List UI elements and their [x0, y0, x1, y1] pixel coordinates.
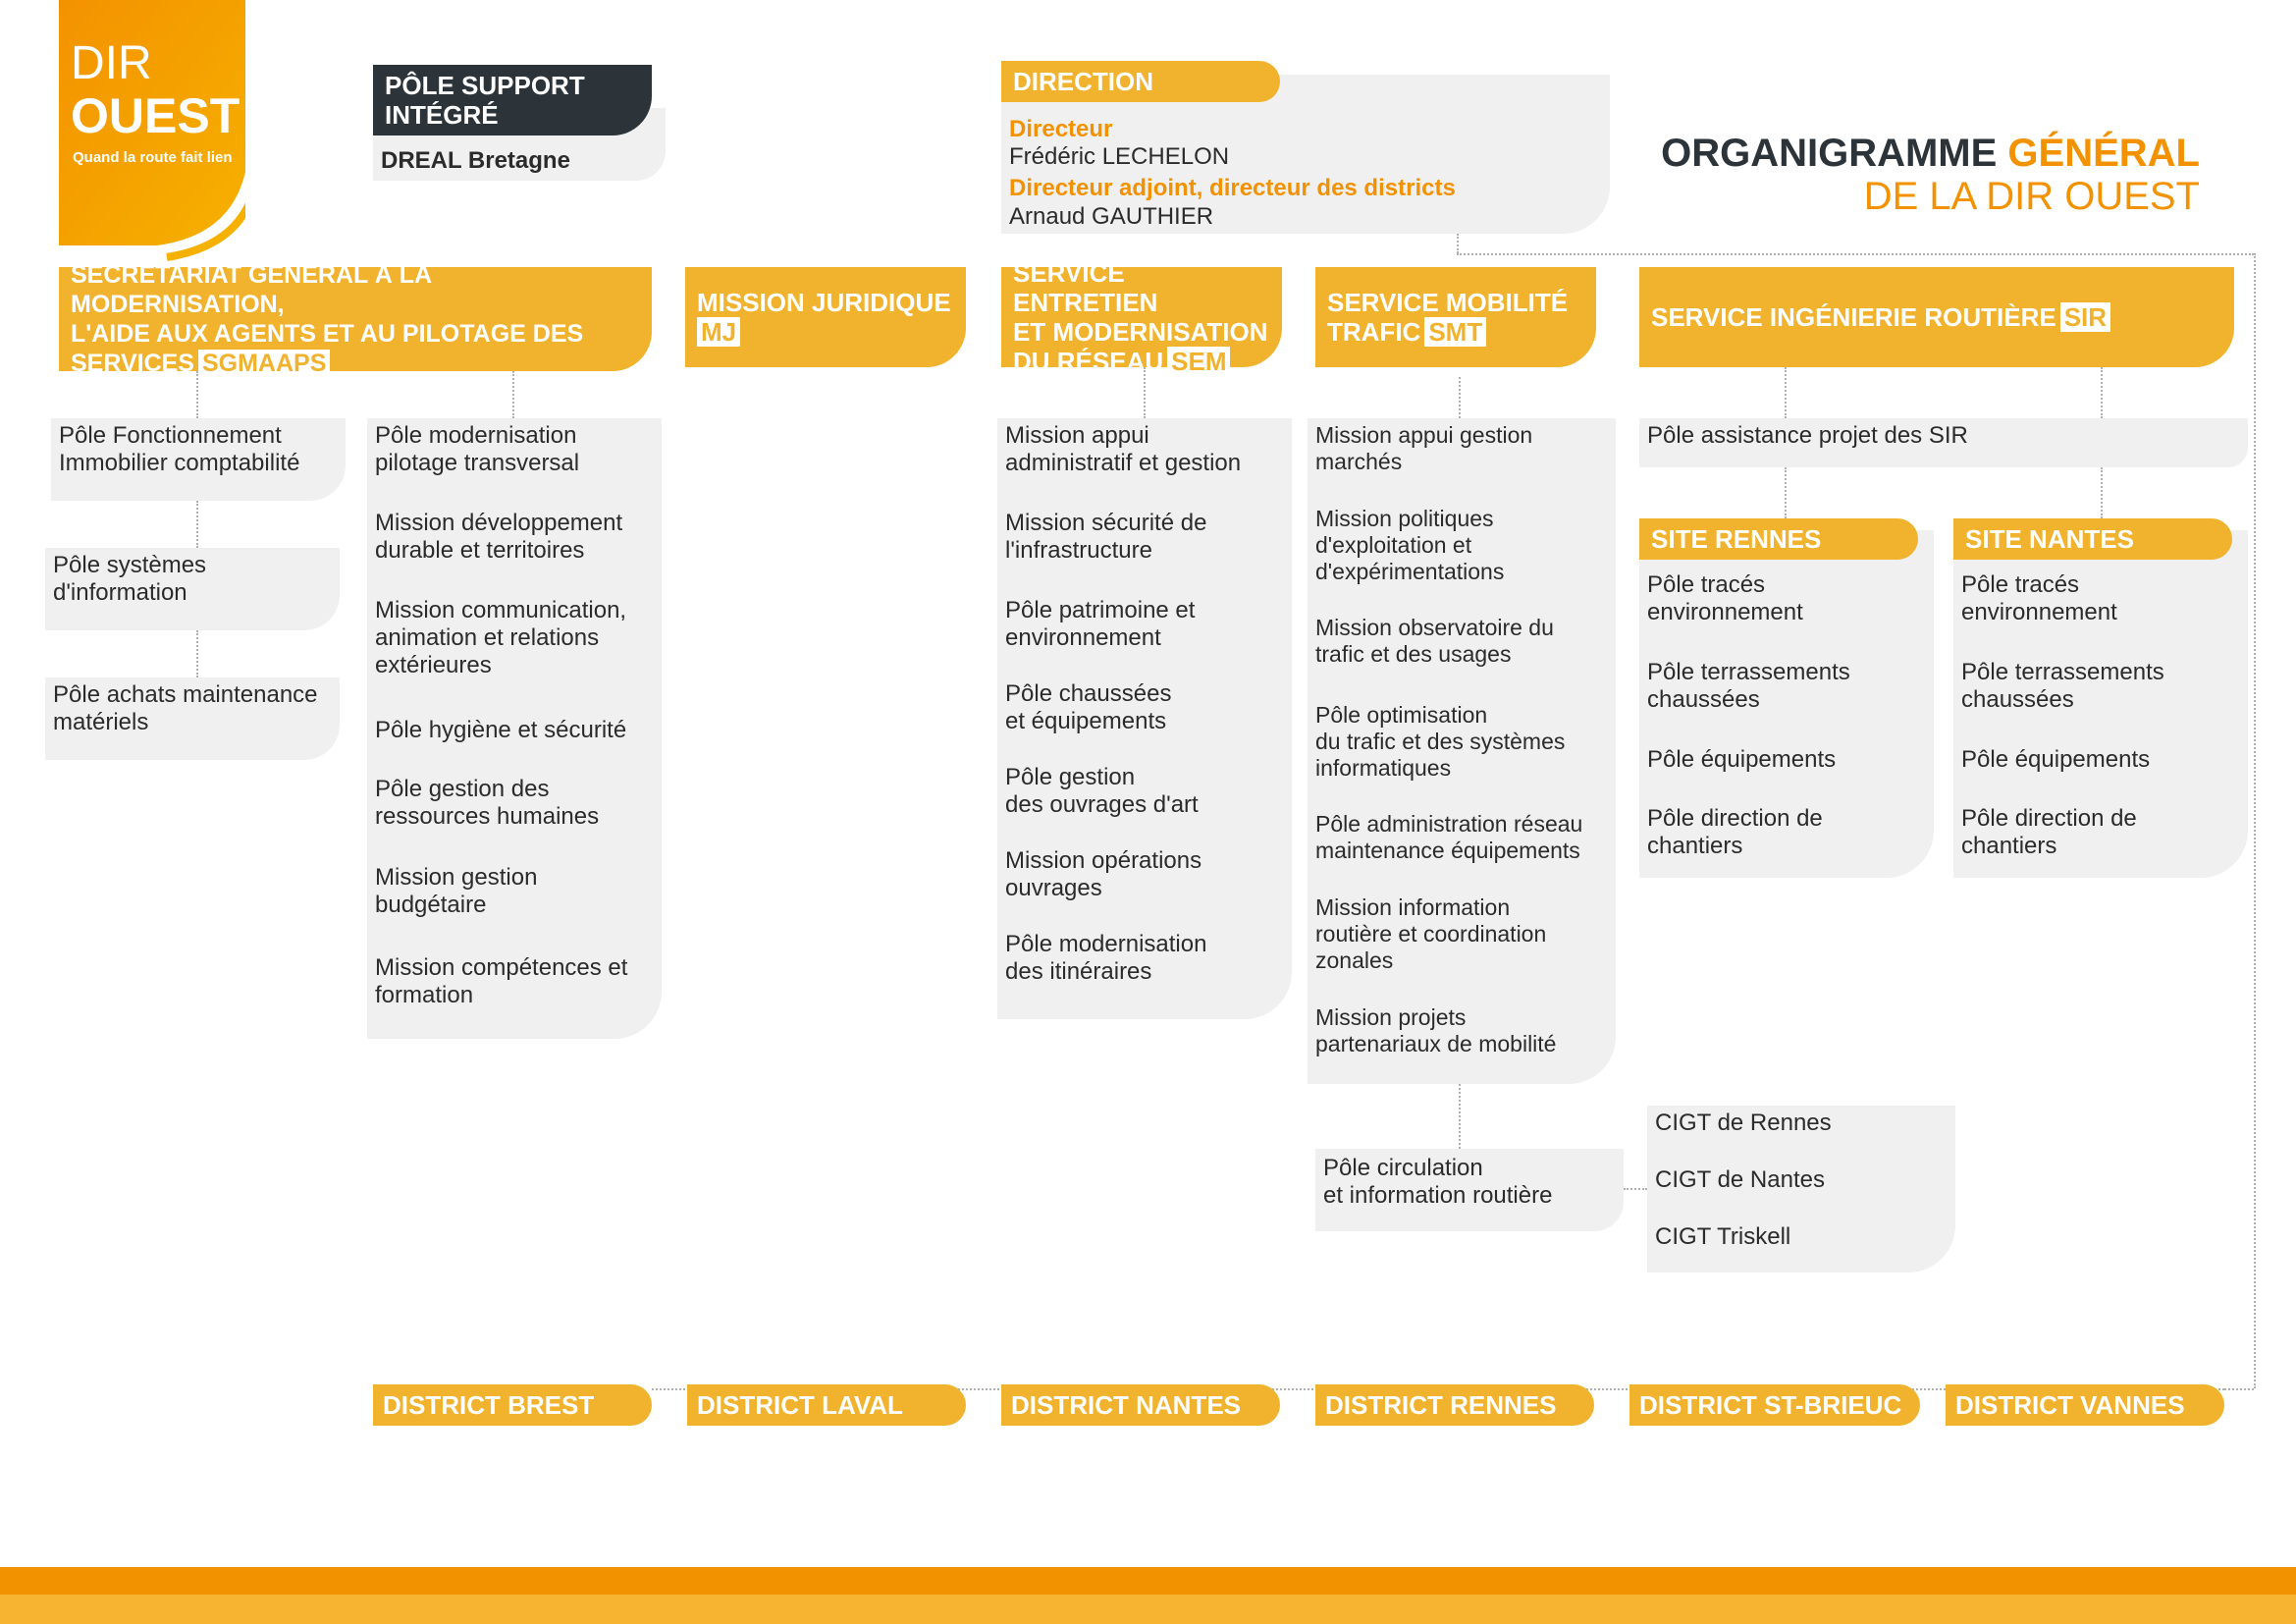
smt-line1: SERVICE MOBILITÉ: [1327, 288, 1569, 317]
site-nantes-item-1: Pôle tracés environnement: [1961, 571, 2117, 625]
sem-line2: ET MODERNISATION: [1013, 317, 1268, 347]
cigt-rennes: CIGT de Rennes: [1655, 1110, 1832, 1136]
smt-item-3: Mission observatoire du trafic et des usages: [1315, 615, 1554, 667]
title-part2: GÉNÉRAL: [2007, 132, 2200, 175]
site-nantes-item-2: Pôle terrassements chaussées: [1961, 659, 2164, 713]
site-nantes-item-3: Pôle équipements: [1961, 746, 2151, 773]
site-rennes-header: [1639, 518, 1918, 560]
sem-item-3: Pôle patrimoine et environnement: [1005, 597, 1196, 651]
sem-line1: SERVICE ENTRETIEN: [1013, 258, 1158, 317]
sgmaaps-right-item-1: Pôle modernisation pilotage transversal: [375, 422, 580, 476]
connector: [1785, 367, 1787, 418]
sem-item-5: Pôle gestion des ouvrages d'art: [1005, 764, 1199, 818]
sgmaaps-right-item-4: Pôle hygiène et sécurité: [375, 717, 627, 743]
smt-item-2: Mission politiques d'exploitation et d'expérimentations: [1315, 506, 1505, 584]
connector: [1624, 1188, 1647, 1190]
logo: [59, 0, 245, 245]
title-line2: DE LA DIR OUEST: [1863, 175, 2200, 218]
site-rennes-item-4: Pôle direction de chantiers: [1647, 805, 1823, 859]
mj-header: [685, 267, 966, 367]
direction-name1: Frédéric LECHELON: [1009, 143, 1230, 170]
site-nantes-item-4: Pôle direction de chantiers: [1961, 805, 2137, 859]
smt-header: [1315, 267, 1596, 367]
sir-assistance: Pôle assistance projet des SIR: [1647, 422, 1968, 449]
site-rennes-item-1: Pôle tracés environnement: [1647, 571, 1803, 625]
sgmaaps-header: [59, 261, 652, 377]
pole-support-header: [373, 65, 652, 135]
district-nantes: DISTRICT NANTES: [1001, 1384, 1280, 1426]
sem-header: [1001, 258, 1282, 376]
district-laval: DISTRICT LAVAL: [687, 1384, 966, 1426]
district-rennes: DISTRICT RENNES: [1315, 1384, 1594, 1426]
connector: [2254, 253, 2256, 1388]
pole-support-title2: INTÉGRÉ: [385, 100, 499, 130]
logo-line2: OUEST: [71, 88, 240, 143]
logo-line1: DIR: [71, 37, 152, 89]
site-nantes-title: SITE NANTES: [1965, 524, 2134, 554]
connector: [2224, 1388, 2254, 1390]
sgmaaps-line1: SECRÉTARIAT GÉNÉRAL À LA MODERNISATION,: [71, 261, 432, 318]
page-title: [1661, 134, 2200, 216]
sgmaaps-left-item-1: Pôle Fonctionnement Immobilier comptabilité: [59, 422, 300, 476]
connector: [1785, 467, 1787, 518]
sgmaaps-line2: L'AIDE AUX AGENTS ET AU PILOTAGE DES: [71, 320, 584, 348]
connector: [1457, 234, 1459, 253]
connector: [1459, 1084, 1461, 1149]
sgmaaps-left-item-3: Pôle achats maintenance matériels: [53, 681, 318, 735]
district-brest: DISTRICT BREST: [373, 1384, 652, 1426]
sgmaaps-line3: SERVICES: [71, 350, 194, 377]
district-vannes: DISTRICT VANNES: [1946, 1384, 2224, 1426]
pole-support-body: DREAL Bretagne: [381, 147, 570, 174]
smt-item-4: Pôle optimisation du trafic et des systèmes informatiques: [1315, 702, 1566, 781]
smt-item-1: Mission appui gestion marchés: [1315, 422, 1533, 474]
connector: [1457, 253, 2254, 255]
site-rennes-title: SITE RENNES: [1651, 524, 1822, 554]
connector: [2101, 467, 2103, 518]
smt-item-6: Mission information routière et coordination zonales: [1315, 894, 1547, 973]
district-st-brieuc: DISTRICT ST-BRIEUC: [1629, 1384, 1920, 1426]
smt-line2: TRAFIC: [1327, 317, 1421, 347]
site-rennes-item-2: Pôle terrassements chaussées: [1647, 659, 1850, 713]
mj-line1: MISSION JURIDIQUE: [697, 288, 951, 317]
title-part1: ORGANIGRAMME: [1661, 132, 2008, 175]
sem-tag: SEM: [1167, 347, 1230, 376]
sem-line3: DU RÉSEAU: [1013, 347, 1164, 376]
sgmaaps-right-item-5: Pôle gestion des ressources humaines: [375, 776, 600, 830]
cigt-nantes: CIGT de Nantes: [1655, 1166, 1825, 1193]
logo-tagline: Quand la route fait lien: [73, 149, 233, 166]
sgmaaps-right-item-3: Mission communication, animation et relations extérieures: [375, 597, 627, 678]
connector: [2101, 367, 2103, 418]
cigt-triskell: CIGT Triskell: [1655, 1223, 1791, 1250]
direction-role2: Directeur adjoint, directeur des districts: [1009, 175, 1456, 201]
sir-header: [1639, 267, 2234, 367]
connector: [196, 630, 198, 677]
connector: [196, 501, 198, 548]
sir-line1: SERVICE INGÉNIERIE ROUTIÈRE: [1651, 302, 2056, 332]
sem-item-2: Mission sécurité de l'infrastructure: [1005, 510, 1207, 564]
sgmaaps-right-item-7: Mission compétences et formation: [375, 954, 628, 1008]
direction-header: [1001, 61, 1280, 102]
direction-name2: Arnaud GAUTHIER: [1009, 203, 1214, 230]
site-rennes-item-3: Pôle équipements: [1647, 746, 1837, 773]
direction-role1: Directeur: [1009, 116, 1113, 142]
site-nantes-header: [1953, 518, 2232, 560]
footer-stripe-bottom: [0, 1595, 2296, 1624]
sgmaaps-left-item-2: Pôle systèmes d'information: [53, 552, 207, 606]
connector: [1459, 377, 1461, 418]
sgmaaps-right-item-2: Mission développement durable et territoires: [375, 510, 623, 564]
sgmaaps-right-item-6: Mission gestion budgétaire: [375, 864, 538, 918]
sem-item-4: Pôle chaussées et équipements: [1005, 680, 1172, 734]
sem-item-1: Mission appui administratif et gestion: [1005, 422, 1242, 476]
connector: [196, 371, 198, 418]
smt-item-7: Mission projets partenariaux de mobilité: [1315, 1004, 1557, 1056]
connector: [1144, 367, 1146, 418]
smt-item-5: Pôle administration réseau maintenance équipements: [1315, 811, 1583, 863]
sir-tag: SIR: [2060, 302, 2110, 332]
direction-title: DIRECTION: [1013, 67, 1153, 96]
sem-item-6: Mission opérations ouvrages: [1005, 847, 1202, 901]
footer-stripe-top: [0, 1567, 2296, 1595]
smt-circulation-item: Pôle circulation et information routière: [1323, 1155, 1553, 1209]
smt-tag: SMT: [1424, 317, 1486, 347]
sem-item-7: Pôle modernisation des itinéraires: [1005, 931, 1207, 985]
connector: [512, 371, 514, 418]
sgmaaps-tag: SGMAAPS: [198, 350, 330, 377]
mj-tag: MJ: [697, 317, 740, 347]
pole-support-title1: PÔLE SUPPORT: [385, 71, 585, 100]
